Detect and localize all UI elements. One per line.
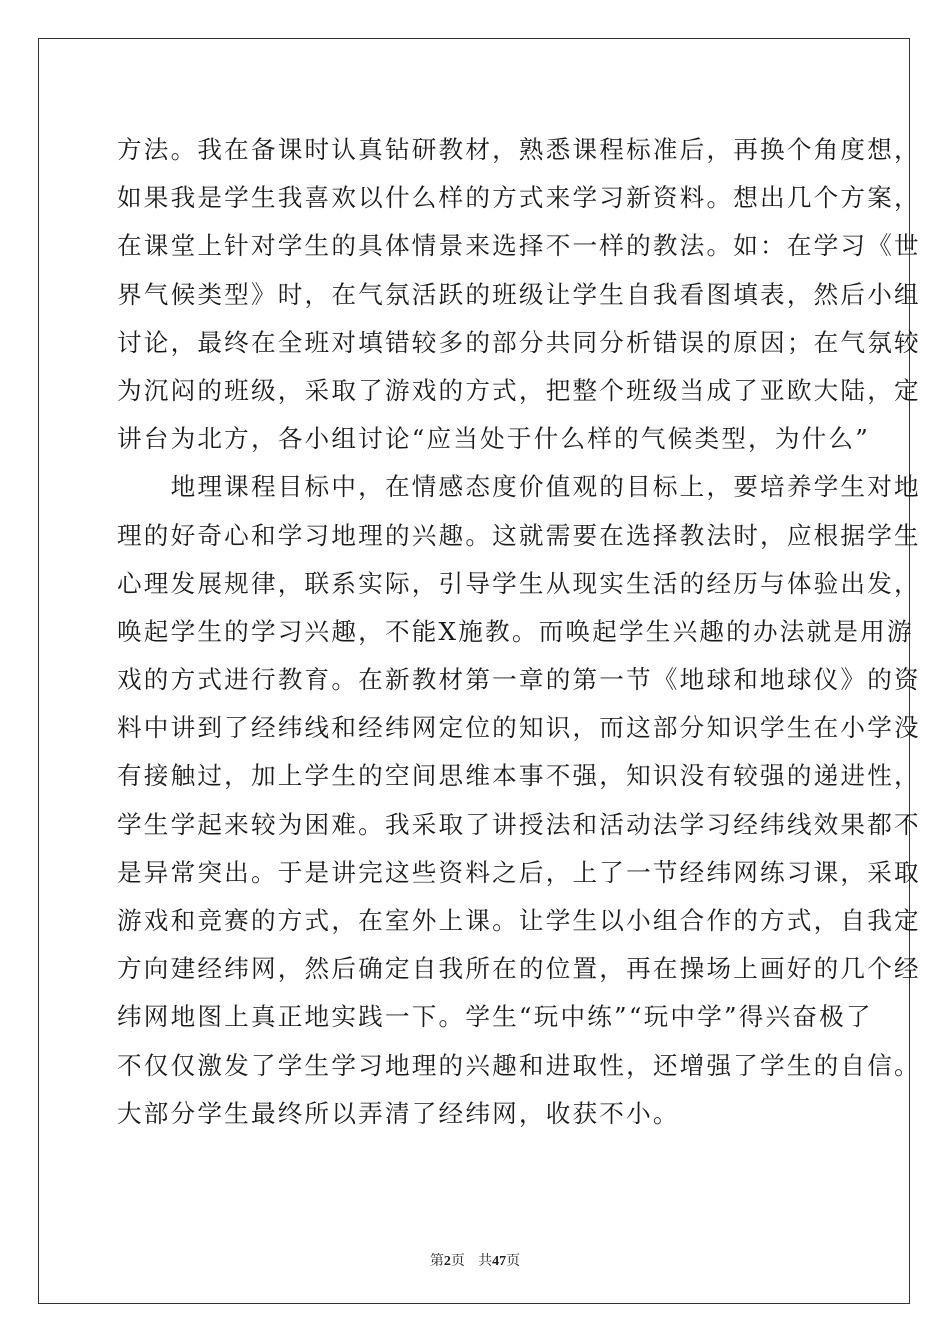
total-suffix: 页 (506, 1253, 521, 1269)
current-page-number: 2 (443, 1254, 451, 1269)
text-line: 学生学起来较为困难。我采取了讲授法和活动法学习经纬线效果都不 (117, 809, 921, 839)
text-line: 戏的方式进行教育。在新教材第一章的第一节《地球和地球仪》的资 (117, 665, 921, 695)
text-line: 讨论，最终在全班对填错较多的部分共同分析错误的原因；在气氛较 (117, 327, 921, 357)
text-line: 不仅仅激发了学生学习地理的兴趣和进取性，还增强了学生的自信。 (117, 1050, 921, 1080)
page-footer (0, 1250, 950, 1270)
text-line: 理的好奇心和学习地理的兴趣。这就需要在选择教法时，应根据学生 (117, 520, 921, 550)
text-line: 心理发展规律，联系实际，引导学生从现实生活的经历与体验出发， (117, 568, 921, 598)
text-line: 料中讲到了经纬线和经纬网定位的知识，而这部分知识学生在小学没 (117, 713, 921, 743)
text-line: 界气候类型》时，在气氛活跃的班级让学生自我看图填表，然后小组 (117, 279, 921, 309)
page-suffix: 页 (450, 1253, 465, 1269)
text-line: 地理课程目标中，在情感态度价值观的目标上，要培养学生对地 (117, 472, 921, 502)
page-prefix: 第 (429, 1253, 444, 1269)
total-prefix: 共 (478, 1253, 493, 1269)
text-line: 讲台为北方，各小组讨论“应当处于什么样的气候类型，为什么” (117, 424, 870, 454)
text-line: 在课堂上针对学生的具体情景来选择不一样的教法。如：在学习《世 (117, 231, 921, 261)
total-page-count: 47 (492, 1254, 507, 1269)
text-line: 纬网地图上真正地实践一下。学生“玩中练”“玩中学”得兴奋极了 (117, 1002, 873, 1032)
document-body (117, 126, 921, 1138)
text-line: 游戏和竞赛的方式，在室外上课。让学生以小组合作的方式，自我定 (117, 906, 921, 935)
text-line: 是异常突出。于是讲完这些资料之后，上了一节经纬网练习课，采取 (117, 857, 921, 887)
text-line: 大部分学生最终所以弄清了经纬网，收获不小。 (117, 1098, 680, 1128)
text-line: 方法。我在备课时认真钻研教材，熟悉课程标准后，再换个角度想， (117, 135, 921, 164)
text-line: 唤起学生的学习兴趣，不能X施教。而唤起学生兴趣的办法就是用游 (117, 616, 914, 646)
text-line: 方向建经纬网，然后确定自我所在的位置，再在操场上画好的几个经 (117, 954, 921, 984)
text-line: 如果我是学生我喜欢以什么样的方式来学习新资料。想出几个方案， (117, 183, 921, 213)
text-line: 为沉闷的班级，采取了游戏的方式，把整个班级当成了亚欧大陆，定 (117, 375, 921, 405)
text-line: 有接触过，加上学生的空间思维本事不强，知识没有较强的递进性， (117, 761, 921, 791)
